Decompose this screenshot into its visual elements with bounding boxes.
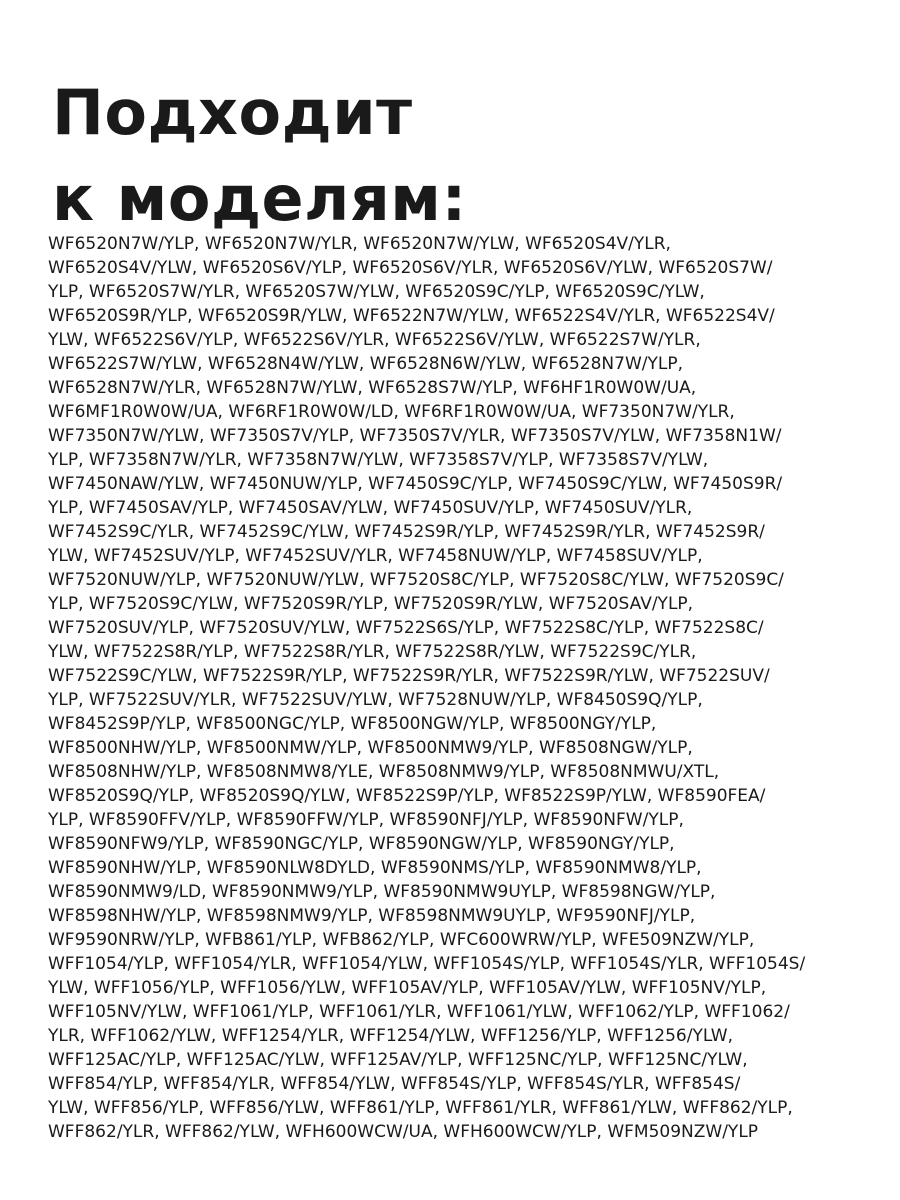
model-list-line: YLP, WF6520S7W/YLR, WF6520S7W/YLW, WF6520S9C/YLP, WF6520S9C/YLW, [48, 282, 705, 302]
model-list-line: WF8452S9P/YLP, WF8500NGC/YLP, WF8500NGW/YLP, WF8500NGY/YLP, [48, 714, 657, 734]
model-list-line: WF7450NAW/YLW, WF7450NUW/YLP, WF7450S9C/YLP, WF7450S9C/YLW, WF7450S9R/ [48, 474, 783, 494]
model-list-line: YLW, WF7452SUV/YLP, WF7452SUV/YLR, WF7458NUW/YLP, WF7458SUV/YLP, [48, 546, 703, 566]
model-list-line: WF8590NFW9/YLP, WF8590NGC/YLP, WF8590NGW/YLP, WF8590NGY/YLP, [48, 834, 675, 854]
model-list-line: WF7520NUW/YLP, WF7520NUW/YLW, WF7520S8C/YLP, WF7520S8C/YLW, WF7520S9C/ [48, 570, 784, 590]
page-title [52, 70, 467, 242]
model-list-line: WF7522S9C/YLW, WF7522S9R/YLP, WF7522S9R/YLR, WF7522S9R/YLW, WF7522SUV/ [48, 666, 770, 686]
model-list-line: YLP, WF7358N7W/YLR, WF7358N7W/YLW, WF7358S7V/YLP, WF7358S7V/YLW, [48, 450, 709, 470]
model-list-line: YLP, WF8590FFV/YLP, WF8590FFW/YLP, WF8590NFJ/YLP, WF8590NFW/YLP, [48, 810, 684, 830]
model-list-line: WF7350N7W/YLW, WF7350S7V/YLP, WF7350S7V/YLR, WF7350S7V/YLW, WF7358N1W/ [48, 426, 782, 446]
model-list-line: WF8590NMW9/LD, WF8590NMW9/YLP, WF8590NMW9UYLP, WF8598NGW/YLP, [48, 882, 716, 902]
model-list-line: WF6520N7W/YLP, WF6520N7W/YLR, WF6520N7W/YLW, WF6520S4V/YLR, [48, 234, 671, 254]
model-list-line: WF6MF1R0W0W/UA, WF6RF1R0W0W/LD, WF6RF1R0W0W/UA, WF7350N7W/YLR, [48, 402, 735, 422]
model-list-line: WF6528N7W/YLR, WF6528N7W/YLW, WF6528S7W/YLP, WF6HF1R0W0W/UA, [48, 378, 697, 398]
model-list-line: WF8590NHW/YLP, WF8590NLW8DYLD, WF8590NMS/YLP, WF8590NMW8/YLP, [48, 858, 702, 878]
title-line-2: к моделям: [52, 162, 467, 235]
model-list-line: WFF862/YLR, WFF862/YLW, WFH600WCW/UA, WFH600WCW/YLP, WFM509NZW/YLP [48, 1122, 759, 1142]
model-list-line: WFF1054/YLP, WFF1054/YLR, WFF1054/YLW, WFF1054S/YLP, WFF1054S/YLR, WFF1054S/ [48, 954, 806, 974]
model-list-line: WFF125AC/YLP, WFF125AC/YLW, WFF125AV/YLP, WFF125NC/YLP, WFF125NC/YLW, [48, 1050, 748, 1070]
model-list-line: WF8500NHW/YLP, WF8500NMW/YLP, WF8500NMW9/YLP, WF8508NGW/YLP, [48, 738, 693, 758]
model-list-line: YLW, WF7522S8R/YLP, WF7522S8R/YLR, WF7522S8R/YLW, WF7522S9C/YLR, [48, 642, 697, 662]
model-list-line: WF7452S9C/YLR, WF7452S9C/YLW, WF7452S9R/YLP, WF7452S9R/YLR, WF7452S9R/ [48, 522, 765, 542]
model-list-line: YLP, WF7450SAV/YLP, WF7450SAV/YLW, WF7450SUV/YLP, WF7450SUV/YLR, [48, 498, 693, 518]
model-list-line: WF8508NHW/YLP, WF8508NMW8/YLE, WF8508NMW9/YLP, WF8508NMWU/XTL, [48, 762, 720, 782]
title-line-1: Подходит [52, 76, 413, 149]
compatible-models-list [48, 232, 858, 1144]
model-list-line: WF8598NHW/YLP, WF8598NMW9/YLP, WF8598NMW9UYLP, WF9590NFJ/YLP, [48, 906, 696, 926]
model-list-line: YLW, WFF856/YLP, WFF856/YLW, WFF861/YLP, WFF861/YLR, WFF861/YLW, WFF862/YLP, [48, 1098, 793, 1118]
model-list-line: WF6520S9R/YLP, WF6520S9R/YLW, WF6522N7W/YLW, WF6522S4V/YLR, WF6522S4V/ [48, 306, 775, 326]
model-list-line: WFF854/YLP, WFF854/YLR, WFF854/YLW, WFF854S/YLP, WFF854S/YLR, WFF854S/ [48, 1074, 741, 1094]
model-list-line: YLP, WF7520S9C/YLW, WF7520S9R/YLP, WF7520S9R/YLW, WF7520SAV/YLP, [48, 594, 694, 614]
model-list-line: YLR, WFF1062/YLW, WFF1254/YLR, WFF1254/YLW, WFF1256/YLP, WFF1256/YLW, [48, 1026, 733, 1046]
model-list-line: WF7520SUV/YLP, WF7520SUV/YLW, WF7522S6S/YLP, WF7522S8C/YLP, WF7522S8C/ [48, 618, 764, 638]
model-list-line: YLP, WF7522SUV/YLR, WF7522SUV/YLW, WF7528NUW/YLP, WF8450S9Q/YLP, [48, 690, 703, 710]
model-list-line: YLW, WFF1056/YLP, WFF1056/YLW, WFF105AV/YLP, WFF105AV/YLW, WFF105NV/YLP, [48, 978, 767, 998]
model-list-line: WF9590NRW/YLP, WFB861/YLP, WFB862/YLP, WFC600WRW/YLP, WFE509NZW/YLP, [48, 930, 755, 950]
model-list-line: WF8520S9Q/YLP, WF8520S9Q/YLW, WF8522S9P/YLP, WF8522S9P/YLW, WF8590FEA/ [48, 786, 766, 806]
model-list-line: WFF105NV/YLW, WFF1061/YLP, WFF1061/YLR, WFF1061/YLW, WFF1062/YLP, WFF1062/ [48, 1002, 790, 1022]
model-list-line: YLW, WF6522S6V/YLP, WF6522S6V/YLR, WF6522S6V/YLW, WF6522S7W/YLR, [48, 330, 701, 350]
model-list-line: WF6522S7W/YLW, WF6528N4W/YLW, WF6528N6W/YLW, WF6528N7W/YLP, [48, 354, 684, 374]
model-list-line: WF6520S4V/YLW, WF6520S6V/YLP, WF6520S6V/YLR, WF6520S6V/YLW, WF6520S7W/ [48, 258, 773, 278]
